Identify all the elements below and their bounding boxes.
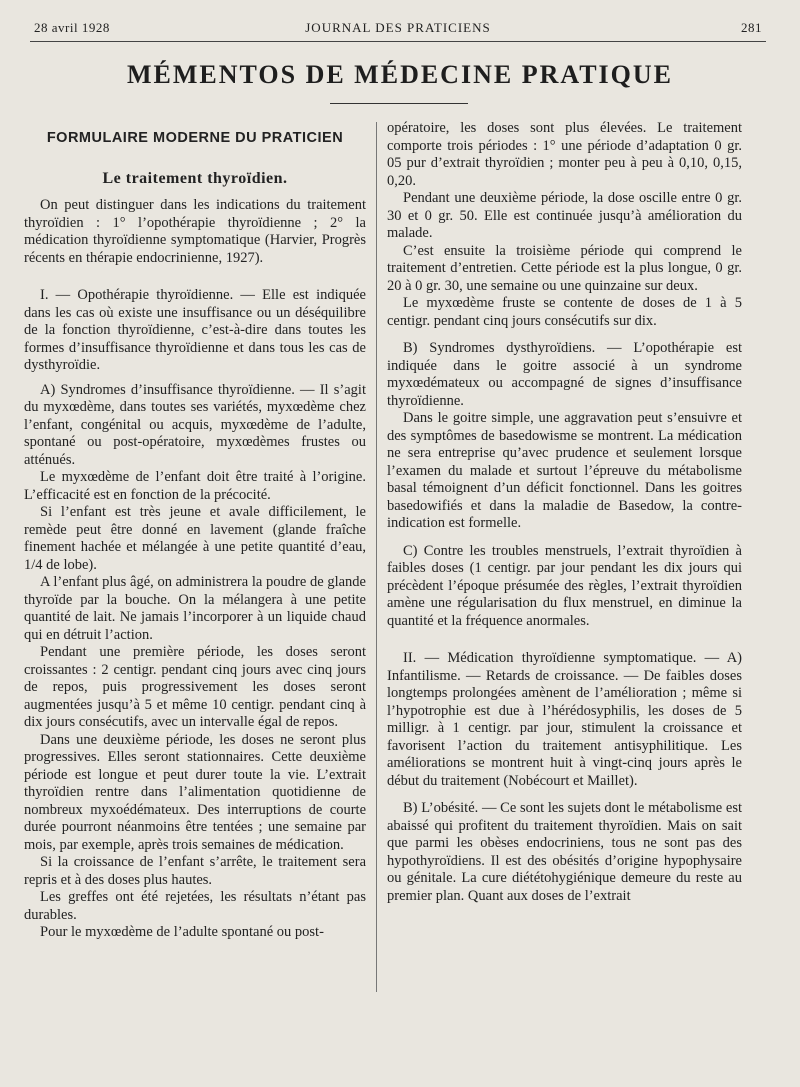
- paragraph: C) Contre les troubles menstruels, l’extrait thyroïdien à faibles doses (1 centigr. par jour pendant les dix jours qui précèdent l’époque présumée des règles, l’extrait thyroïdien amène une régularisation du flux menstruel, en diminue la quantité et la fréquence anormales.: [387, 542, 742, 629]
- paragraph: opératoire, les doses sont plus élevées. Le traitement comporte trois périodes : 1° une période d’adaptation 0 gr. 05 pur d’extrait thyroïdien ; monter peu à peu à 0,10, 0,15, 0,20.: [387, 120, 742, 189]
- right-column: [387, 120, 742, 905]
- paragraph: B) Syndromes dysthyroïdiens. — L’opothérapie est indiquée dans le goitre associé à un syndrome myxœdémateux ou accompagné de signes d’insuffisance thyroïdienne.: [387, 340, 742, 409]
- paragraph: Pendant une deuxième période, la dose oscille entre 0 gr. 30 et 0 gr. 50. Elle est continuée jusqu’à amélioration du malade.: [387, 190, 742, 241]
- paragraph: Pendant une première période, les doses seront croissantes : 2 centigr. pendant cinq jours avec cinq jours de repos, puis progressivement les doses seront augmentées jusqu’à 5 et même 10 centigr. pendant cinq à dix jours consécutifs, avec un intervalle égal de repos.: [24, 644, 366, 730]
- paragraph: Si l’enfant est très jeune et avale difficilement, le remède peut être donné en lavement (glande fraîche finement hachée et mélangée à une petite quantité d’eau, 1/4 de lobe).: [24, 504, 366, 573]
- paragraph: Les greffes ont été rejetées, les résultats n’étant pas durables.: [24, 889, 366, 923]
- page-title: MÉMENTOS DE MÉDECINE PRATIQUE: [126, 60, 674, 89]
- header-rule: [30, 41, 766, 42]
- paragraph: II. — Médication thyroïdienne symptomatique. — A) Infantilisme. — Retards de croissance. — De faibles doses longtemps prolongées amènent de l’amélioration ; même si l’hypotrophie est due à l’hérédosyphilis, les doses de 5 milligr. à 1 centigr. par jour, stimulent la croissance et favorisent l’action du traitement antisyphilitique. Les améliorations se montrent huit à vingt-cinq jours après le début du traitement (Nobécourt et Maillet).: [387, 650, 742, 789]
- column-divider: [376, 122, 377, 992]
- journal-name: JOURNAL DES PRATICIENS: [305, 20, 491, 35]
- paragraph: On peut distinguer dans les indications du traitement thyroïdien : 1° l’opothérapie thyroïdienne ; 2° la médication thyroïdienne symptomatique (Harvier, Progrès récents en thérapie endocrinienne, 1927).: [24, 197, 366, 266]
- paragraph: Dans le goitre simple, une aggravation peut s’ensuivre et des symptômes de basedowisme se montrent. La médication ne sera entreprise qu’avec prudence et seulement lorsque l’examen du malade et surtout l’épreuve du métabolisme basal témoignent d’un déficit fonctionnel. Dans les goitres basedowifiés et dans la maladie de Basedow, la contre-indication est formelle.: [387, 410, 742, 531]
- paragraph: I. — Opothérapie thyroïdienne. — Elle est indiquée dans les cas où existe une insuffisance ou un déséquilibre de la fonction thyroïdienne, c’est-à-dire dans toutes les formes d’insuffisance thyroïdienne et dans tous les cas de dysthyroïdie.: [24, 287, 366, 373]
- paragraph: C’est ensuite la troisième période qui comprend le traitement d’entretien. Cette période est la plus longue, 0 gr. 20 à 0 gr. 30, une semaine ou une quinzaine sur deux.: [387, 242, 742, 294]
- running-head: [34, 20, 762, 40]
- paragraph: Le myxœdème fruste se contente de doses de 1 à 5 centigr. pendant cinq jours consécutifs sur dix.: [387, 295, 742, 329]
- section-title: FORMULAIRE MODERNE DU PRATICIEN: [46, 130, 344, 146]
- left-column: [24, 120, 366, 942]
- paragraph: B) L’obésité. — Ce sont les sujets dont le métabolisme est abaissé qui profitent du traitement thyroïdien. Mais on sait que parmi les obèses endocriniens, tous ne sont pas des hypothyroïdiens. Il est des obésités d’origine hypophysaire ou génitale. La cure diététohygiénique demeure du reste au premier plan. Quant aux doses de l’extrait: [387, 800, 742, 904]
- title-rule: [330, 103, 468, 104]
- issue-date: 28 avril 1928: [34, 20, 110, 35]
- paragraph: A) Syndromes d’insuffisance thyroïdienne. — Il s’agit du myxœdème, dans toutes ses variétés, myxœdème chez l’enfant, congénital ou acquis, myxœdème de l’adulte, spontané ou post-opératoire, myxœdèmes frustes ou atténués.: [24, 381, 366, 468]
- paragraph: Pour le myxœdème de l’adulte spontané ou post-: [40, 924, 324, 940]
- paragraph: Dans une deuxième période, les doses ne seront plus progressives. Elles seront stationnaires. Cette deuxième période est longue et peut durer toute la vie. L’extrait thyroïdien rentre dans l’alimentation quotidienne de nombreux myxoédémateux. Des interruptions de courte durée pourront néanmoins être tentées ; une semaine par mois, par exemple, après trois semaines de médication.: [24, 731, 366, 853]
- article-subtitle: Le traitement thyroïdien.: [102, 169, 288, 187]
- paragraph: A l’enfant plus âgé, on administrera la poudre de glande thyroïde par la bouche. On la mélangera à une petite quantité de lait. Ne jamais l’incorporer à un liquide chaud qui en détruit l’action.: [24, 574, 366, 643]
- paragraph: Le myxœdème de l’enfant doit être traité à l’origine. L’efficacité est en fonction de la précocité.: [24, 469, 366, 503]
- paragraph: Si la croissance de l’enfant s’arrête, le traitement sera repris et à des doses plus hautes.: [24, 854, 366, 888]
- page-number: 281: [741, 20, 762, 35]
